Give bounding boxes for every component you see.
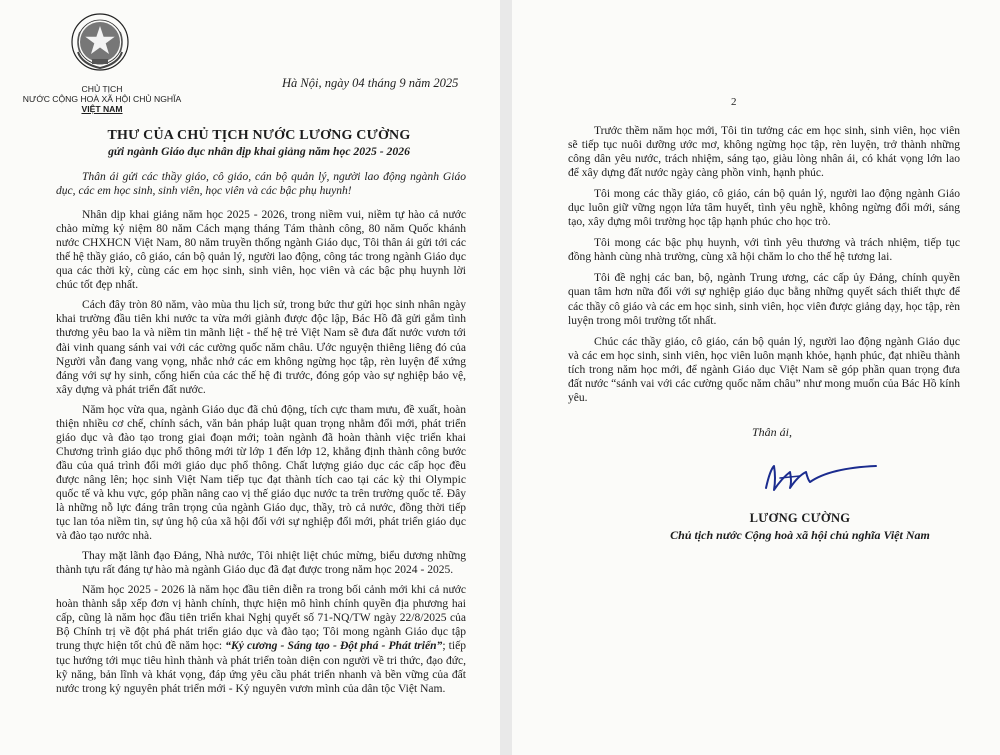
school-year-theme: “Kỷ cương - Sáng tạo - Đột phá - Phát triển” bbox=[225, 640, 443, 653]
signer-title: Chủ tịch nước Cộng hoà xã hội chủ nghĩa Việt Nam bbox=[670, 528, 930, 542]
national-emblem-icon bbox=[70, 12, 130, 72]
page-number: 2 bbox=[731, 96, 737, 108]
paragraph-text: Năm học 2025 - 2026 là năm học đầu tiên diễn ra trong bối cảnh mới khi cả nước hoàn thành sắp xếp đơn vị hành chính, thực hiện mô hình chính quyền địa phương hai cấp, cũng là năm học đầu tiên triển khai Nghị quyết số 71-NQ/TW ngày 22/8/2025 của Bộ Chính trị về đột phá phát triển giáo dục và đào tạo; Tôi mong ngành Giáo dục tập trung thực hiện tốt chủ đề năm học: bbox=[56, 584, 466, 653]
issuer-line: NƯỚC CỘNG HOÀ XÃ HỘI CHỦ NGHĨA bbox=[22, 94, 182, 104]
paragraph: Trước thềm năm học mới, Tôi tin tưởng các em học sinh, sinh viên, học viên sẽ tiếp tục nuôi dưỡng ước mơ, không ngừng học tập, rèn luyện, trở thành những công dân yêu nước, trách nhiệm, sáng tạo, giàu lòng nhân ái, có khát vọng lớn lao để xây dựng đất nước ngày càng phồn vinh, hạnh phúc. bbox=[568, 125, 960, 180]
closing-salutation: Thân ái, bbox=[752, 425, 793, 439]
paragraph: Tôi mong các thầy giáo, cô giáo, cán bộ quản lý, người lao động ngành Giáo dục luôn giữ vững ngọn lửa tâm huyết, tình yêu nghề, không ngừng đổi mới, sáng tạo, xây dựng môi trường học tập hạnh phúc cho học trò. bbox=[568, 188, 960, 229]
letter-body-page-2 bbox=[568, 124, 960, 412]
letter-title: THƯ CỦA CHỦ TỊCH NƯỚC LƯƠNG CƯỜNG bbox=[107, 128, 411, 143]
paragraph bbox=[56, 583, 466, 695]
greeting: Thân ái gửi các thầy giáo, cô giáo, cán bộ quản lý, người lao động ngành Giáo dục, các em học sinh, sinh viên, học viên và các bậc phụ huynh! bbox=[56, 171, 466, 198]
paragraph: Tôi đề nghị các ban, bộ, ngành Trung ương, các cấp ủy Đảng, chính quyền quan tâm hơn nữa đối với sự nghiệp giáo dục bằng những quyết sách thiết thực để các thầy cô giáo và các em học sinh, sinh viên, học viên được giảng dạy, học tập, rèn luyện trong môi trường tốt nhất. bbox=[568, 272, 960, 327]
letter-title-block bbox=[36, 128, 482, 158]
issuer-line: CHỦ TỊCH bbox=[81, 84, 123, 94]
letter-body-page-1 bbox=[56, 170, 466, 702]
letter-subtitle: gửi ngành Giáo dục nhân dịp khai giảng năm học 2025 - 2026 bbox=[108, 145, 410, 158]
paragraph: Cách đây tròn 80 năm, vào mùa thu lịch sử, trong bức thư gửi học sinh nhân ngày khai trường đầu tiên khi nước ta vừa mới giành được độc lập, Bác Hồ đã gửi gắm tình thương yêu bao la và niềm tin mãnh liệt - thế hệ trẻ Việt Nam sẽ đưa đất nước vươn tới đài vinh quang sánh vai với các cường quốc năm châu. Ước nguyện thiêng liêng đó của Người vẫn đang vang vọng, nhắc nhở các em không ngừng học tập, rèn luyện để xứng đáng với sự hy sinh, cống hiến của các thế hệ đi trước, đóng góp vào sự nghiệp bảo vệ, xây dựng và phát triển đất nước. bbox=[56, 299, 466, 396]
paragraph: Thay mặt lãnh đạo Đảng, Nhà nước, Tôi nhiệt liệt chúc mừng, biểu dương những thành tựu rất đáng tự hào mà ngành Giáo dục đã đạt được trong năm học 2024 - 2025. bbox=[56, 550, 466, 577]
signer-name: LƯƠNG CƯỜNG bbox=[749, 511, 851, 525]
paragraph-text: ; tiếp tục hướng tới mục tiêu hình thành và phát triển toàn diện con người về tri thức, đạo đức, kỹ năng, bản lĩnh và khát vọng, đáp ứng yêu cầu phát triển nhanh và bền vững của đất nước trong kỷ nguyên phát triển mới - Kỷ nguyên vươn mình của dân tộc Việt Nam. bbox=[56, 640, 466, 695]
paragraph: Năm học vừa qua, ngành Giáo dục đã chủ động, tích cực tham mưu, đề xuất, hoàn thiện nhiều cơ chế, chính sách, văn bản pháp luật quan trọng nhằm đổi mới, phát triển giáo dục và đào tạo trong giai đoạn mới; toàn ngành đã hoàn thành việc triển khai Chương trình giáo dục phổ thông mới từ lớp 1 đến lớp 12, khẳng định thành công bước đầu của quá trình đổi mới giáo dục phổ thông. Chất lượng giáo dục các cấp học đều được nâng lên; học sinh Việt Nam tiếp tục đạt thành tích cao tại các kỳ thi Olympic quốc tế và khu vực, góp phần nâng cao vị thế giáo dục nước ta trên trường quốc tế. Đây là những nỗ lực đáng trân trọng của ngành Giáo dục, thầy, trò cả nước, đồng thời tiếp tục lan tỏa niềm tin, sự ủng hộ của xã hội đối với sự nghiệp đổi mới, phát triển giáo dục và đào tạo nước nhà. bbox=[56, 403, 466, 543]
issuer-line: VIỆT NAM bbox=[81, 104, 123, 114]
paragraph: Tôi mong các bậc phụ huynh, với tình yêu thương và trách nhiệm, tiếp tục đồng hành cùng nhà trường, cùng xã hội chăm lo cho thế hệ tương lai. bbox=[568, 237, 960, 264]
signer-block bbox=[640, 511, 960, 543]
paragraph: Nhân dịp khai giảng năm học 2025 - 2026, trong niềm vui, niềm tự hào cả nước chào mừng kỷ niệm 80 năm Cách mạng tháng Tám thành công, 80 năm Quốc khánh nước CHXHCN Việt Nam, 80 năm truyền thống ngành Giáo dục, Tôi thân ái gửi tới các thế hệ thầy giáo, cô giáo, cán bộ quản lý, người lao động, công tác trong ngành Giáo dục qua các thời kỳ, cùng các em học sinh, sinh viên, học viên và các bậc phụ huynh lời chúc tốt đẹp nhất. bbox=[56, 209, 466, 292]
paragraph: Chúc các thầy giáo, cô giáo, cán bộ quản lý, người lao động ngành Giáo dục và các em học sinh, sinh viên, học viên luôn mạnh khỏe, hạnh phúc, đạt nhiều thành tích trong năm học mới, để ngành Giáo dục Việt Nam sẽ góp phần quan trọng đưa đất nước “sánh vai với các cường quốc năm châu” như mong muốn của Bác Hồ kính yêu. bbox=[568, 335, 960, 404]
handwritten-signature-icon bbox=[760, 448, 880, 506]
issuer-header bbox=[22, 84, 182, 114]
dateline: Hà Nội, ngày 04 tháng 9 năm 2025 bbox=[282, 76, 459, 90]
